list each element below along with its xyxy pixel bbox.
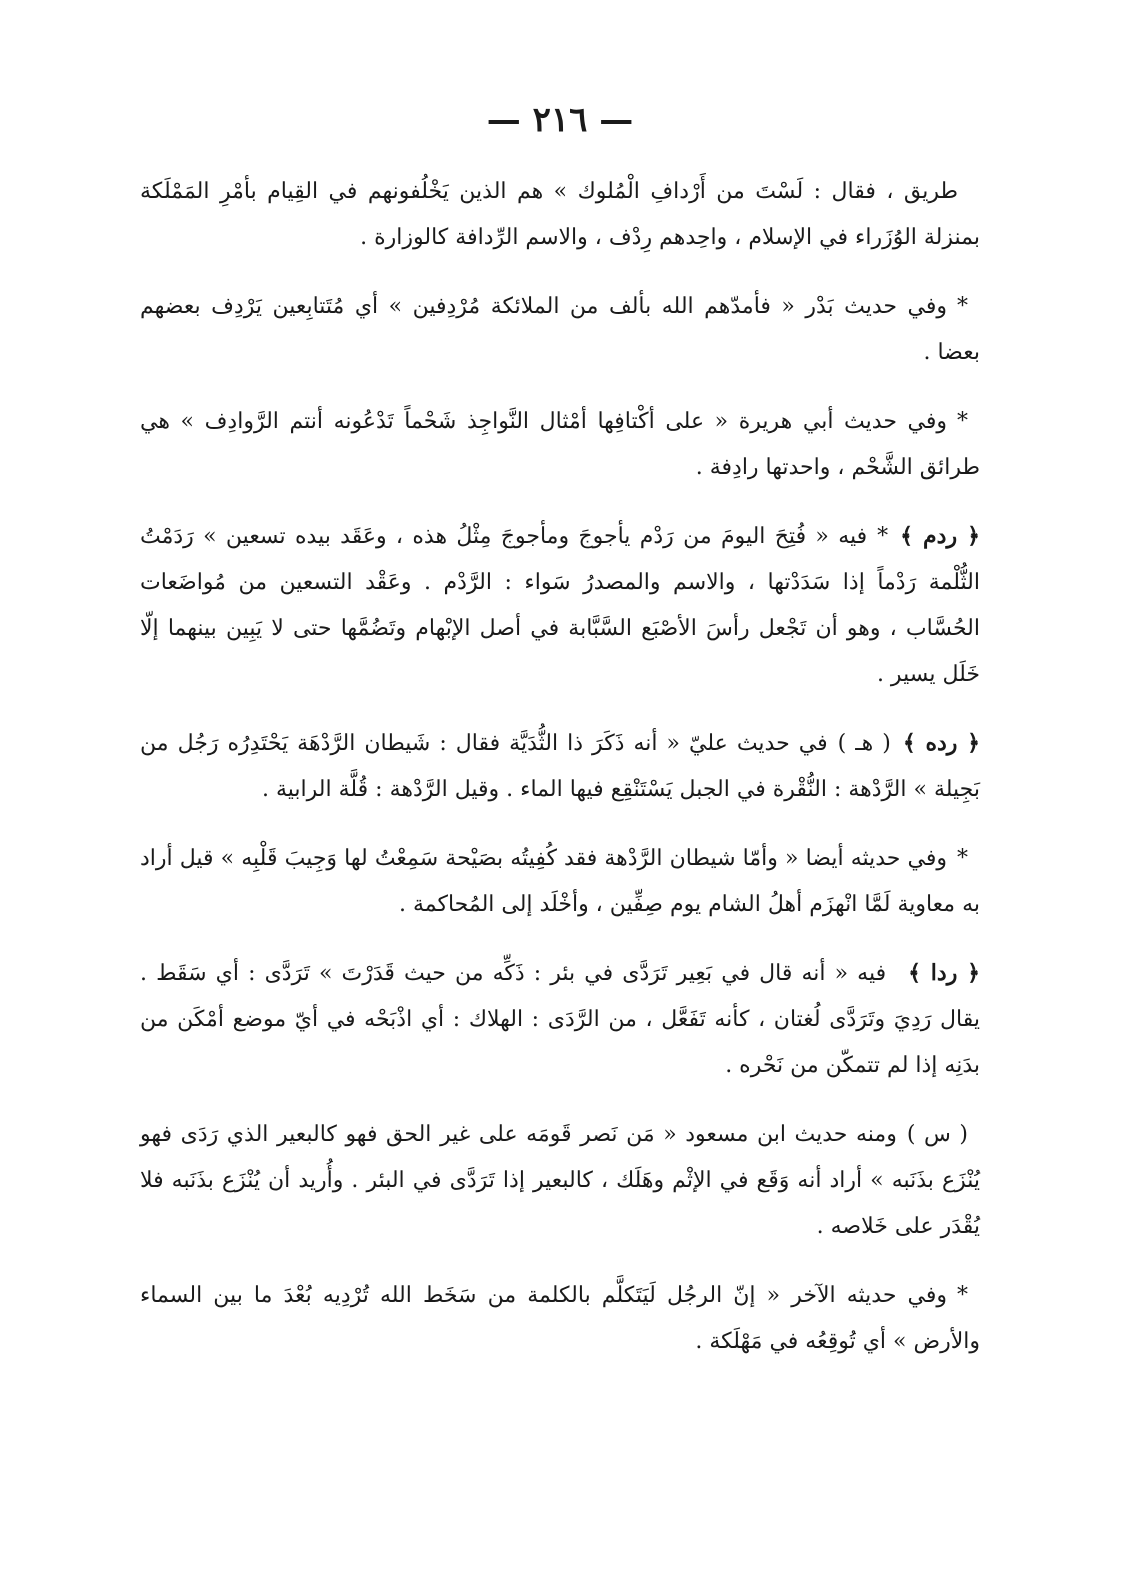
paragraph-marker: * — [957, 409, 968, 434]
paragraph — [140, 513, 980, 698]
document-page — [140, 100, 980, 1387]
paragraph-marker: * — [957, 1283, 968, 1308]
paragraph — [140, 398, 980, 491]
paragraph-text: وفي حديثه أيضا « وأمّا شيطان الرَّدْهة فقد كُفِيتُه بصَيْحة سَمِعْتُ لها وَجِيبَ قَلْبِه » قيل أراد به معاوية لَمَّا انْهزَم أهلُ الشام يوم صِفِّين ، وأخْلَد إلى المُحاكمة . — [140, 846, 980, 917]
page-number: — ٢١٦ — — [486, 100, 634, 140]
paragraph-marker: ( هـ ) — [837, 731, 891, 756]
paragraph-text: في حديث عليّ « أنه ذَكَرَ ذا الثُّدَيَّة فقال : شَيطان الرَّدْهَة يَحْتَدِرُه رَجُل من بَجِيلة » الرَّدْهة : النُّقْرة في الجبل يَسْتَنْقِع فيها الماء . وقيل الرَّدْهة : قُلَّة الرابية . — [140, 731, 980, 802]
paragraph — [140, 950, 980, 1089]
entry-heading: ﴿ ردا ﴾ — [908, 960, 980, 986]
paragraph-marker: * — [957, 846, 968, 871]
entry-heading: ﴿ رده ﴾ — [902, 730, 980, 756]
paragraph-text: وفي حديث أبي هريرة « على أكْتافِها أمْثال النَّواجِذ شَحْماً تَدْعُونه أنتم الرَّوادِف » هي طرائق الشَّحْم ، واحدتها رادِفة . — [140, 409, 980, 480]
paragraph-marker: ( س ) — [906, 1122, 968, 1147]
paragraph-text: ومنه حديث ابن مسعود « مَن نَصر قَومَه على غير الحق فهو كالبعير الذي رَدَى فهو يُنْزَع بذَنَبه » أراد أنه وَقَع في الإثْم وهَلَك ، كالبعير إذا تَرَدَّى في البئر . وأُريد أن يُنْزَع بذَنَبه فلا يُقْدَر على خَلاصه . — [140, 1122, 980, 1239]
paragraph — [140, 168, 980, 261]
entry-heading: ﴿ ردم ﴾ — [900, 523, 980, 549]
paragraph-marker: * — [877, 524, 889, 549]
paragraph-text: فيه « أنه قال في بَعِير تَرَدَّى في بئر : ذَكِّه من حيث قَدَرْتَ » تَرَدَّى : أي سَقَط . يقال رَدِيَ وتَرَدَّى لُغتان ، كأنه تَفَعَّل ، من الرَّدَى : الهلاك : أي اذْبَحْه في أيّ موضع أمْكَن من بدَنِه إذا لم تتمكّن من نَحْره . — [140, 961, 980, 1078]
paragraph — [140, 283, 980, 376]
paragraph-text: طريق ، فقال : لَسْتَ من أَرْدافِ الْمُلوك » هم الذين يَخْلُفونهم في القِيام بأمْرِ المَمْلَكة بمنزلة الوُزَراء في الإسلام ، واحِدهم رِدْف ، والاسم الرِّدافة كالوزارة . — [140, 179, 980, 250]
paragraph-text: وفي حديثه الآخر « إنّ الرجُل لَيَتَكلَّم بالكلمة من سَخَط الله تُرْدِيه بُعْدَ ما بين السماء والأرض » أي تُوقِعُه في مَهْلَكة . — [140, 1283, 980, 1354]
paragraph — [140, 1111, 980, 1250]
paragraph — [140, 1272, 980, 1365]
paragraph-text: وفي حديث بَدْر « فأمدّهم الله بألف من الملائكة مُرْدِفين » أي مُتَتابِعين يَرْدِف بعضهم بعضا . — [140, 294, 980, 365]
paragraph — [140, 720, 980, 813]
paragraph-marker: * — [957, 294, 968, 319]
paragraph-text: فيه « فُتِحَ اليومَ من رَدْم يأجوجَ ومأجوجَ مِثْلُ هذه ، وعَقَد بيده تسعين » رَدَمْتُ الثُّلْمة رَدْماً إذا سَدَدْتها ، والاسم والمصدرُ سَواء : الرَّدْم . وعَقْد التسعين من مُواضَعات الحُسَّاب ، وهو أن تَجْعل رأسَ الأصْبَع السَّبَّابة في أصل الإبْهام وتَضُمَّها حتى لا يَبِين بينهما إلّا خَلَل يسير . — [140, 524, 980, 687]
paragraph — [140, 835, 980, 928]
